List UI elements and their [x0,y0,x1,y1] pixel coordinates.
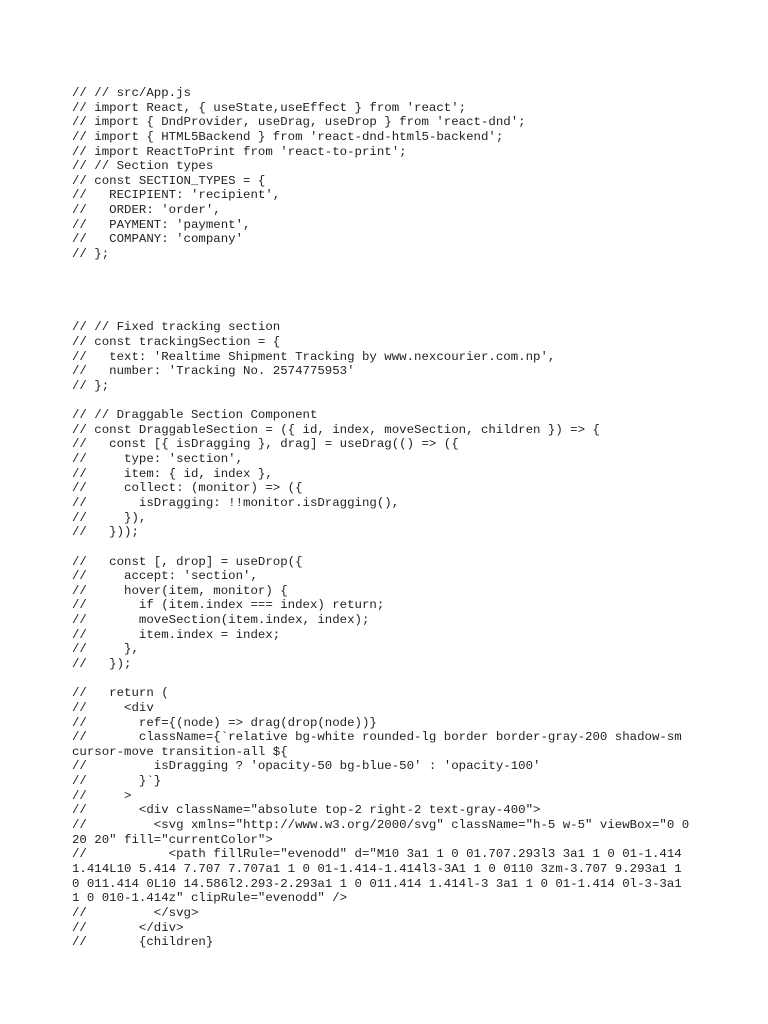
code-line [72,276,698,291]
code-line: // }); [72,656,132,671]
code-line [72,262,698,277]
code-line: // }; [72,247,110,262]
code-line: // text: 'Realtime Shipment Tracking by www.nexcourier.com.np', [72,349,556,364]
code-line: // COMPANY: 'company' [72,232,244,247]
code-line: // // Section types [72,159,214,174]
code-line: // accept: 'section', [72,569,258,584]
code-line: // }; [72,378,110,393]
code-line: // // Fixed tracking section [72,320,281,335]
code-line: // number: 'Tracking No. 2574775953' [72,364,355,379]
code-line: // if (item.index === index) return; [72,598,385,613]
code-line: // </svg> [72,905,199,920]
code-line: // item: { id, index }, [72,466,273,481]
code-line: // })); [72,525,139,540]
code-line: // {children} [72,935,214,950]
code-line: // import ReactToPrint from 'react-to-print'; [72,144,407,159]
code-line: // }, [72,642,139,657]
code-line: // import { DndProvider, useDrag, useDrop } from 'react-dnd'; [72,115,526,130]
code-line [72,540,698,555]
code-line: // const trackingSection = { [72,334,281,349]
code-line: // className={`relative bg-white rounded-lg border border-gray-200 shadow-sm [72,730,682,745]
code-line: // import { HTML5Backend } from 'react-dnd-html5-backend'; [72,129,504,144]
code-line: // ref={(node) => drag(drop(node))} [72,715,377,730]
code-line: // import React, { useState,useEffect } from 'react'; [72,100,467,115]
code-line: 0 011.414 0L10 14.586l2.293-2.293a1 1 0 011.414 1.414l-3 3a1 1 0 01-1.414 0l-3-3a1 [72,876,682,891]
code-line: // > [72,788,132,803]
code-line: // const [{ isDragging }, drag] = useDrag(() => ({ [72,437,459,452]
code-line: // const [, drop] = useDrop({ [72,554,303,569]
code-line: // </div> [72,920,184,935]
code-line: // return ( [72,686,169,701]
code-listing [72,86,698,950]
code-line: cursor-move transition-all ${ [72,744,288,759]
code-line: // // src/App.js [72,86,191,100]
code-line: // hover(item, monitor) { [72,583,288,598]
code-line: // <div [72,700,154,715]
code-line: 1 0 010-1.414z" clipRule="evenodd" /> [72,891,348,906]
code-line [72,291,698,306]
code-line: // // Draggable Section Component [72,408,318,423]
code-line: // PAYMENT: 'payment', [72,217,251,232]
code-line: // collect: (monitor) => ({ [72,481,303,496]
code-line: 1.414L10 5.414 7.707 7.707a1 1 0 01-1.414-1.414l3-3A1 1 0 0110 3zm-3.707 9.293a1 1 [72,861,682,876]
code-line: // moveSection(item.index, index); [72,613,370,628]
code-line: // isDragging ? 'opacity-50 bg-blue-50' : 'opacity-100' [72,759,541,774]
code-line [72,306,698,321]
code-line: // }`} [72,774,162,789]
code-line [72,672,698,687]
code-line: // <div className="absolute top-2 right-2 text-gray-400"> [72,803,541,818]
code-line: // isDragging: !!monitor.isDragging(), [72,495,400,510]
code-line: // <path fillRule="evenodd" d="M10 3a1 1 0 01.707.293l3 3a1 1 0 01-1.414 [72,847,682,862]
code-line: // const DraggableSection = ({ id, index, moveSection, children }) => { [72,422,600,437]
code-line: 20 20" fill="currentColor"> [72,832,273,847]
code-line: // ORDER: 'order', [72,203,221,218]
code-line: // RECIPIENT: 'recipient', [72,188,281,203]
code-line: // const SECTION_TYPES = { [72,173,266,188]
code-line: // item.index = index; [72,627,281,642]
code-line [72,393,698,408]
code-line: // type: 'section', [72,452,244,467]
code-line: // <svg xmlns="http://www.w3.org/2000/svg" className="h-5 w-5" viewBox="0 0 [72,818,690,833]
code-line: // }), [72,510,147,525]
